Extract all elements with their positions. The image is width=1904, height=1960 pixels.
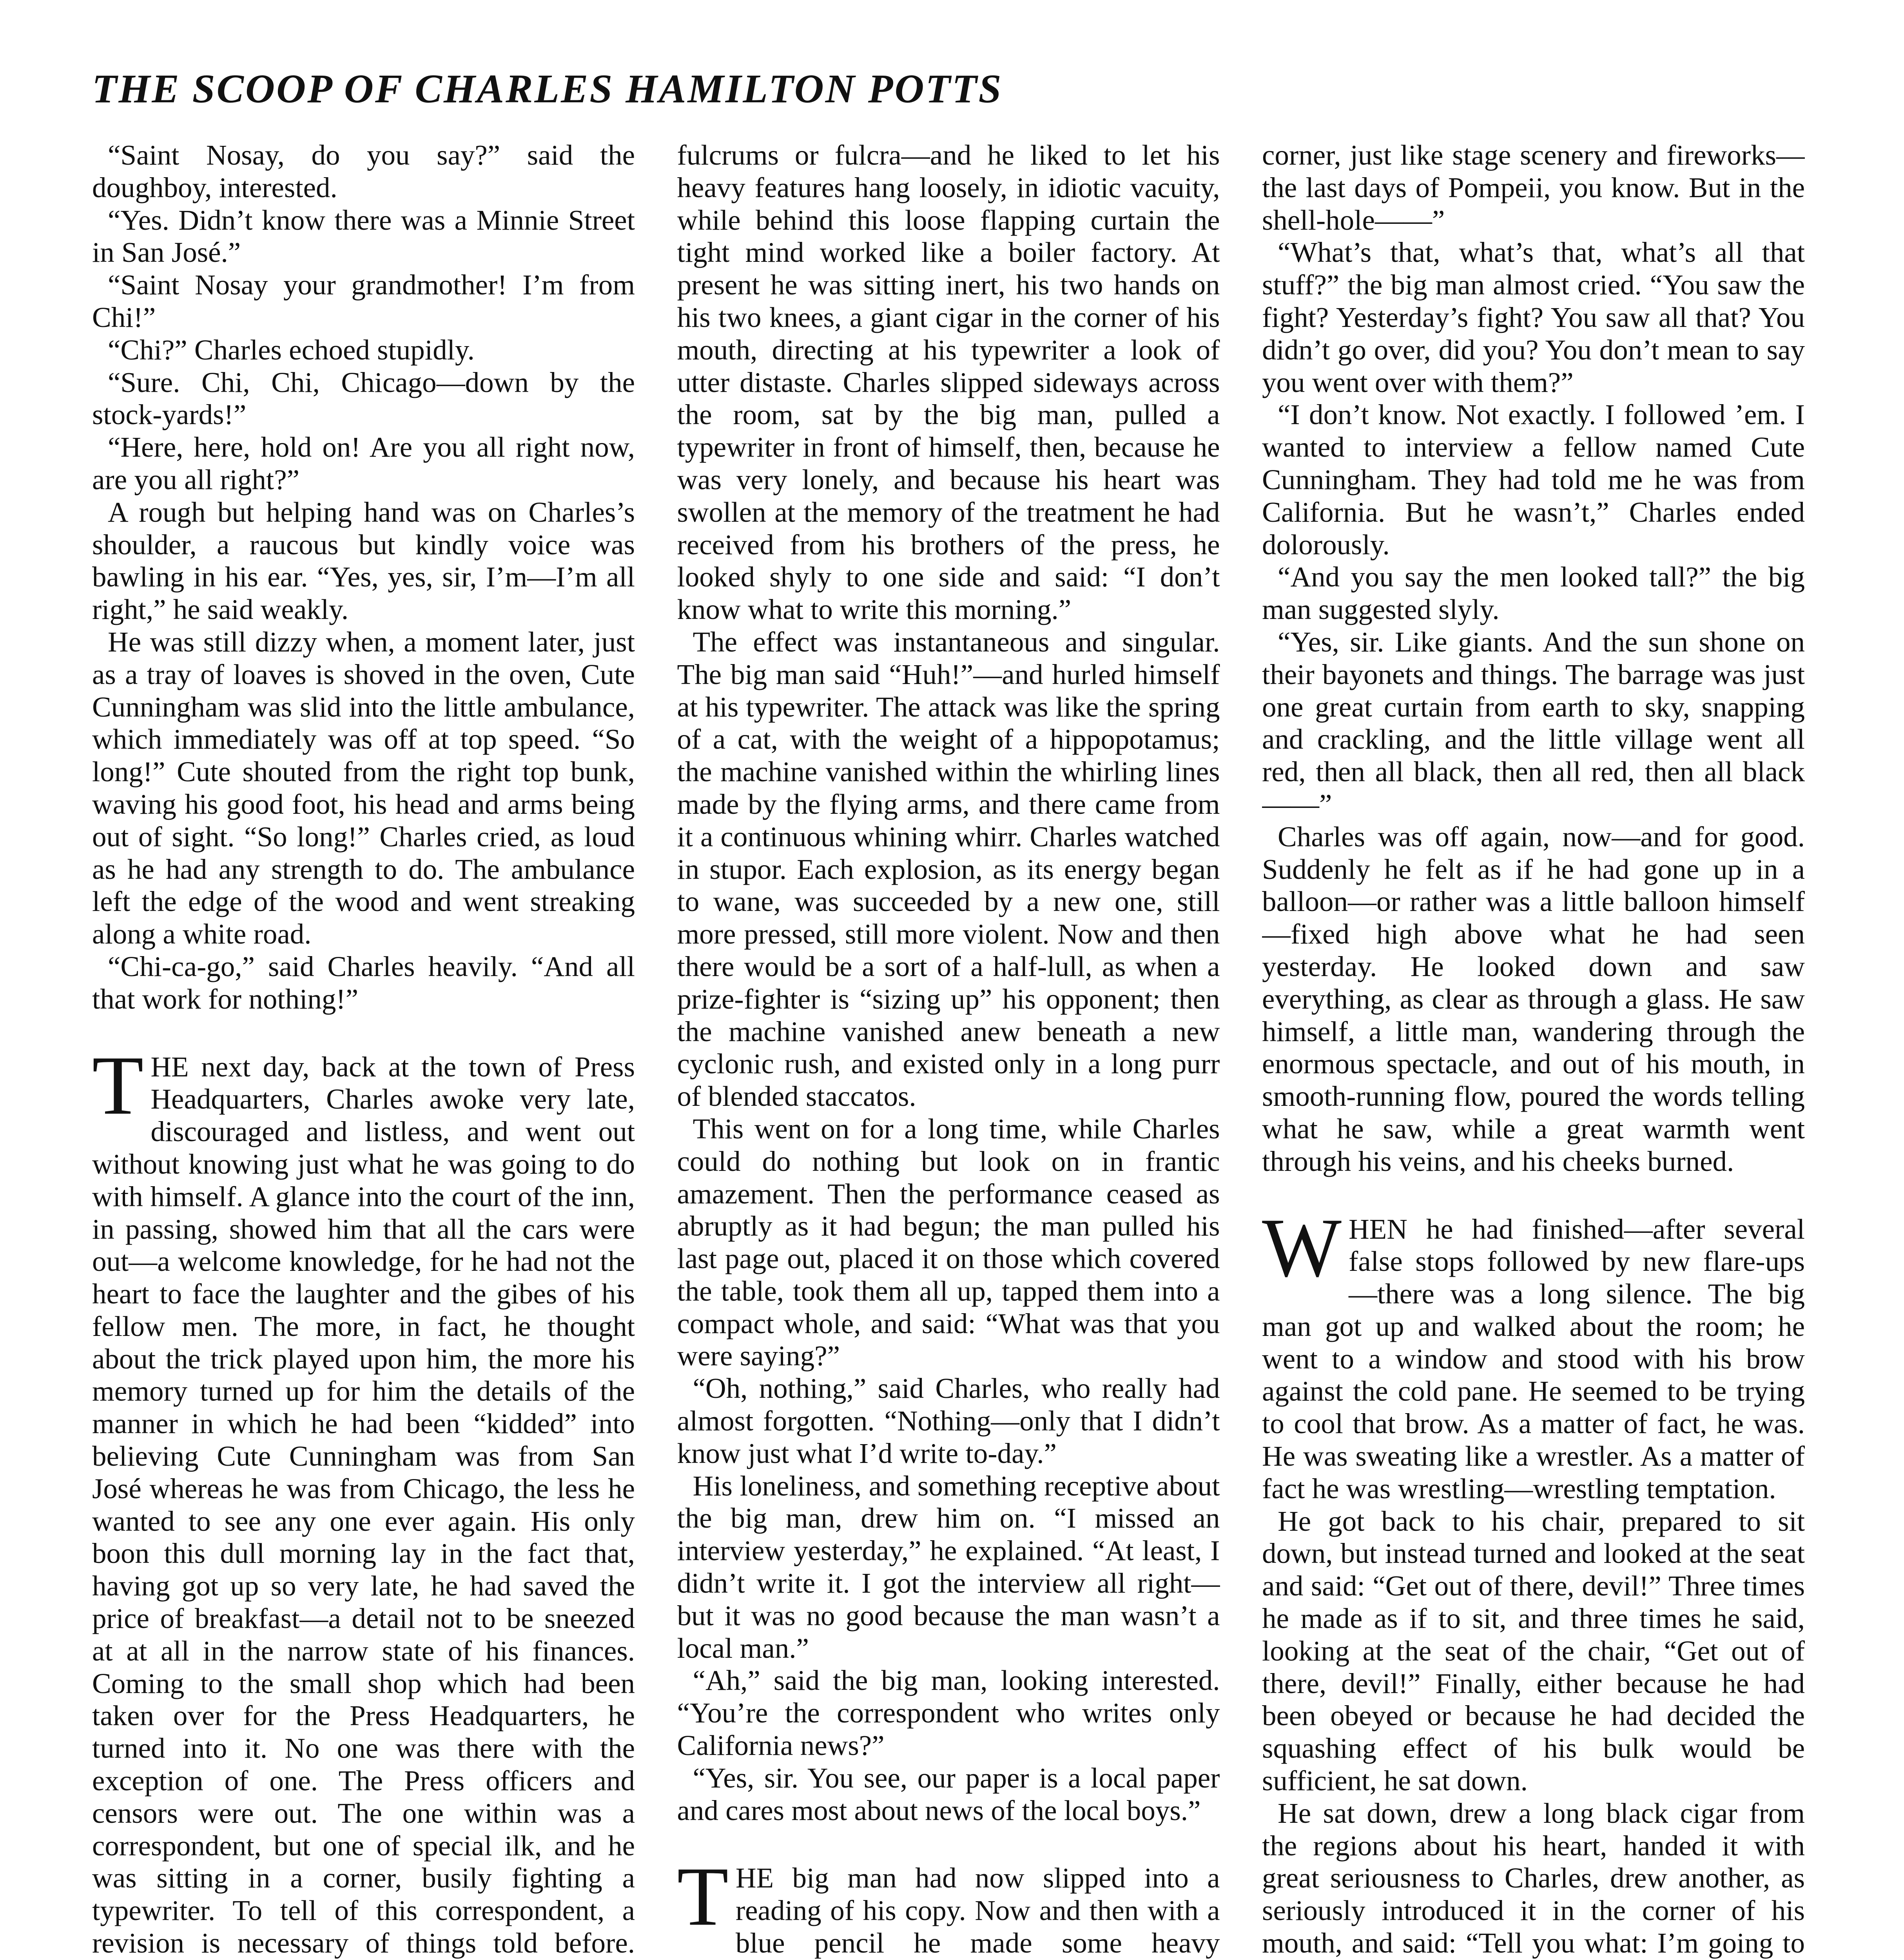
paragraph xyxy=(677,626,1220,1113)
section-opening-paragraph xyxy=(92,1038,635,1960)
section-opening-paragraph xyxy=(677,1849,1220,1960)
paragraph-text: The effect was instantaneous and singular. The big man said “Huh!”—and hurled himself at his typewriter. The attack was like the spring of a cat, with the weight of a hippopotamus; the machine vanished within the whirling lines made by the flying arms, and there came from it a continuous whining whirr. Charles watched in stupor. Each explosion, as its energy began to wane, was succeeded by a new one, still more pressed, still more violent. Now and then there would be a sort of a half-lull, as when a prize-fighter is “sizing up” his opponent; then the machine vanished anew beneath a new cyclonic rush, and existed only in a long purr of blended staccatos. xyxy=(677,626,1220,1112)
paragraph xyxy=(677,1664,1220,1762)
paragraph-text: “Sure. Chi, Chi, Chicago—down by the stock-yards!” xyxy=(92,366,635,431)
paragraph xyxy=(677,1470,1220,1665)
paragraph xyxy=(677,1372,1220,1470)
paragraph-text: His loneliness, and something receptive about the big man, drew him on. “I missed an interview yesterday,” he explained. “At least, I didn’t write it. I got the interview all right—but it was no good because the man wasn’t a local man.” xyxy=(677,1470,1220,1664)
paragraph-text: This went on for a long time, while Charles could do nothing but look on in frantic amazement. Then the performance ceased as abruptly as it had begun; the man pulled his last page out, placed it on those which covered the table, took them all up, tapped them into a compact whole, and said: “What was that you were saying?” xyxy=(677,1112,1220,1372)
paragraph-text: “Yes, sir. Like giants. And the sun shone on their bayonets and things. The barrage was just one great curtain from earth to sky, snapping and crackling, and the little village went all red, then all black, then all red, then all black——” xyxy=(1262,626,1805,820)
paragraph xyxy=(92,626,635,951)
paragraph xyxy=(1262,1505,1805,1797)
article-body xyxy=(92,139,1805,1960)
paragraph xyxy=(92,204,635,269)
paragraph xyxy=(92,269,635,334)
paragraph-text: “Oh, nothing,” said Charles, who really had almost forgotten. “Nothing—only that I didn’t know just what I’d write to-day.” xyxy=(677,1372,1220,1469)
paragraph-text: “What’s that, what’s that, what’s all that stuff?” the big man almost cried. “You saw the fight? Yesterday’s fight? You saw all that? You didn’t go over, did you? You don’t mean to say you went over with them?” xyxy=(1262,236,1805,398)
paragraph xyxy=(677,139,1220,626)
paragraph xyxy=(1262,236,1805,399)
paragraph-text: He sat down, drew a long black cigar from the regions about his heart, handed it with great seriousness to Charles, drew another, as seriously introduced it in the corner of his mouth, and said: “Tell you what: I’m going to xyxy=(1262,1797,1805,1959)
paragraph xyxy=(1262,821,1805,1178)
paragraph-text: He got back to his chair, prepared to sit down, but instead turned and looked at the seat and said: “Get out of there, devil!” Three times he made as if to sit, and three times he said, looking at the seat of the chair, “Get out of there, devil!” Finally, either because he had been obeyed or because he had decided the squashing effect of his bulk would be sufficient, he sat down. xyxy=(1262,1505,1805,1797)
paragraph-text: “Saint Nosay your grandmother! I’m from Chi!” xyxy=(92,269,635,333)
text-column-left xyxy=(92,139,635,1960)
paragraph xyxy=(1262,561,1805,626)
paragraph xyxy=(1262,1797,1805,1960)
paragraph xyxy=(677,1762,1220,1827)
paragraph-text: “Here, here, hold on! Are you all right now, are you all right?” xyxy=(92,431,635,495)
paragraph-text: “Yes. Didn’t know there was a Minnie Street in San José.” xyxy=(92,204,635,269)
paragraph-text: He was still dizzy when, a moment later, just as a tray of loaves is shoved in the oven, Cute Cunningham was slid into the little ambulance, which immediately was off at top speed. “So long!” Cute shouted from the right top bunk, waving his good foot, his head and arms being out of sight. “So long!” Charles cried, as loud as he had any strength to do. The ambulance left the edge of the wood and went streaking along a white road. xyxy=(92,626,635,950)
paragraph xyxy=(92,334,635,367)
paragraph-text: HEN he had finished—after several false stops followed by new flare-ups—there was a long silence. The big man got up and walked about the room; he went to a window and stood with his brow against the cold pane. He seemed to be trying to cool that brow. As a matter of fact, he was. He was sweating like a wrestler. As a matter of fact he was wrestling—wrestling temptation. xyxy=(1262,1213,1805,1504)
paragraph-text: HE next day, back at the town of Press Headquarters, Charles awoke very late, discouraged and listless, and went out without knowing just what he was going to do with himself. A glance into the court of the inn, in passing, showed him that all the cars were out—a welcome knowledge, for he had not the heart to face the laughter and the gibes of his fellow men. The more, in fact, he thought about the trick played upon him, the more his memory turned up for him the details of the manner in which he had been “kidded” into believing Cute Cunningham was from San José whereas he was from Chicago, the less he wanted to see any one ever again. His only boon this dull morning lay in the fact that, having got up so very late, he had saved the price of breakfast—a detail not to be sneezed at at all in the narrow state of his finances. Coming to the small shop which had been taken over for the Press Headquarters, he turned into it. No one was there with the exception of one. The Press officers and censors were out. The one within was a correspondent, but one of special ilk, and he was sitting in a corner, busily fighting a typewriter. To tell of this correspondent, a revision is necessary of things told before. xyxy=(92,1051,635,1959)
paragraph-text: “I don’t know. Not exactly. I followed ’em. I wanted to interview a fellow named Cute Cunningham. They had told me he was from California. But he wasn’t,” Charles ended dolorously. xyxy=(1262,399,1805,561)
paragraph xyxy=(92,951,635,1016)
text-column-right xyxy=(1262,139,1805,1960)
paragraph xyxy=(92,496,635,626)
paragraph xyxy=(1262,626,1805,821)
paragraph-text: “Chi-ca-go,” said Charles heavily. “And all that work for nothing!” xyxy=(92,950,635,1015)
paragraph-text: fulcrums or fulcra—and he liked to let his heavy features hang loosely, in idiotic vacuity, while behind this loose flapping curtain the tight mind worked like a boiler factory. At present he was sitting inert, his two hands on his two knees, a giant cigar in the corner of his mouth, directing at his typewriter a look of utter distaste. Charles slipped sideways across the room, sat by the big man, pulled a typewriter in front of himself, then, because he was very lonely, and because his heart was swollen at the memory of the treatment he had received from his brothers of the press, he looked shyly to one side and said: “I don’t know what to write this morning.” xyxy=(677,139,1220,626)
drop-cap: W xyxy=(1262,1200,1342,1294)
drop-cap: T xyxy=(92,1038,144,1132)
paragraph xyxy=(677,1113,1220,1372)
paragraph-text: “Saint Nosay, do you say?” said the doughboy, interested. xyxy=(92,139,635,203)
paragraph-text: Charles was off again, now—and for good. Suddenly he felt as if he had gone up in a balloon—or rather was a little balloon himself—fixed high above what he had seen yesterday. He looked down and saw everything, as clear as through a glass. He saw himself, a little man, wandering through the enormous spectacle, and out of his mouth, in smooth-running flow, poured the words telling what he saw, while a great warmth went through his veins, and his cheeks burned. xyxy=(1262,820,1805,1177)
paragraph-text: A rough but helping hand was on Charles’s shoulder, a raucous but kindly voice was bawling in his ear. “Yes, yes, sir, I’m—I’m all right,” he said weakly. xyxy=(92,496,635,626)
paragraph-text: “And you say the men looked tall?” the big man suggested slyly. xyxy=(1262,561,1805,626)
paragraph xyxy=(1262,139,1805,236)
text-column-middle xyxy=(677,139,1220,1960)
paragraph-text: “Yes, sir. You see, our paper is a local paper and cares most about news of the local boys.” xyxy=(677,1762,1220,1826)
paragraph-text: corner, just like stage scenery and fireworks—the last days of Pompeii, you know. But in the shell-hole——” xyxy=(1262,139,1805,236)
page-heading: THE SCOOP OF CHARLES HAMILTON POTTS xyxy=(92,66,1003,111)
paragraph-text: “Chi?” Charles echoed stupidly. xyxy=(108,334,475,366)
paragraph-text: “Ah,” said the big man, looking interested. “You’re the correspondent who writes only California news?” xyxy=(677,1664,1220,1762)
paragraph xyxy=(92,367,635,432)
section-opening-paragraph xyxy=(1262,1200,1805,1505)
paragraph xyxy=(1262,399,1805,561)
paragraph-text: HE big man had now slipped into a reading of his copy. Now and then with a blue pencil he made some heavy xyxy=(735,1862,1220,1959)
paragraph xyxy=(92,431,635,496)
drop-cap: T xyxy=(677,1849,729,1944)
paragraph xyxy=(92,139,635,204)
